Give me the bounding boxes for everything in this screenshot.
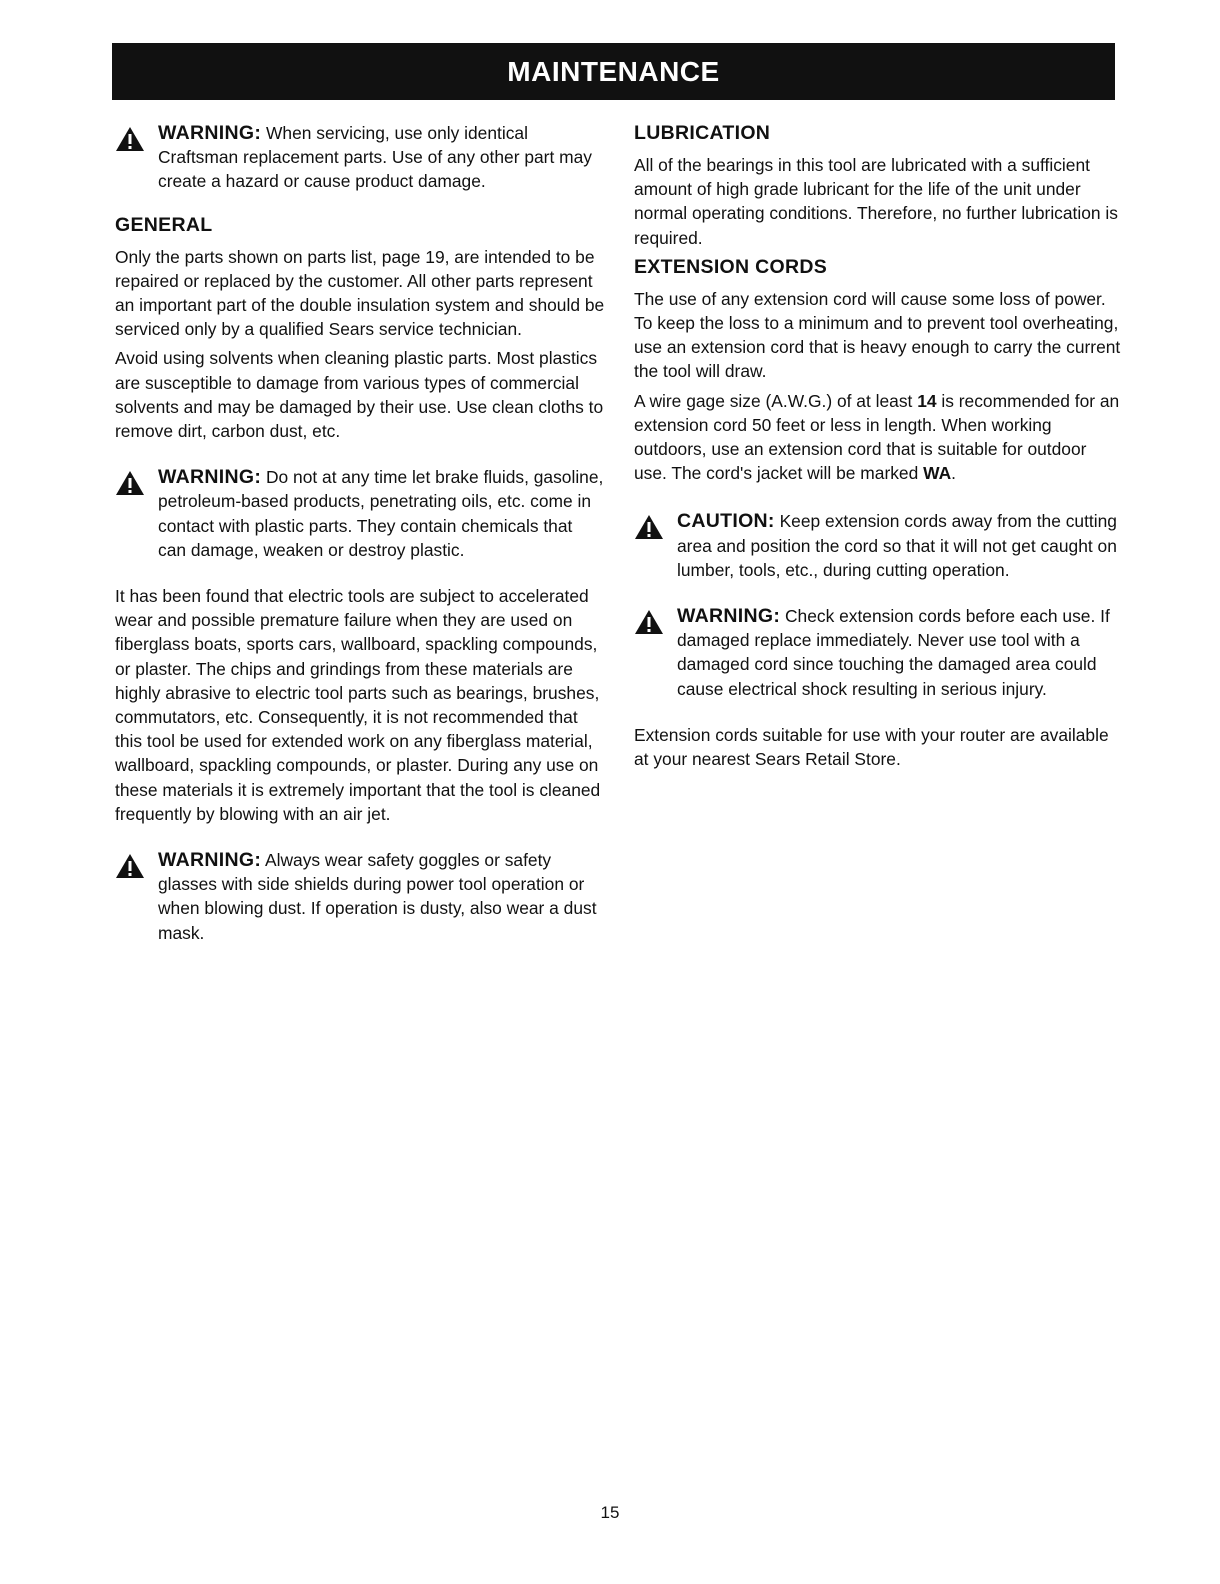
page-number: 15: [600, 1503, 620, 1522]
warning-label: WARNING:: [158, 849, 262, 872]
extension-availability-paragraph: Extension cords suitable for use with your router are available at your nearest Sears Retail Store.: [634, 724, 1109, 770]
fiberglass-paragraph: It has been found that electric tools are subject to accelerated wear and possible premature failure when they are used on fiberglass boats, sports cars, wallboard, spackling compounds, or plaster. The chips and grindings from these materials are highly abrasive to electric tool parts such as bearings, brushes, commutators, etc. Consequently, it is not recommended that this tool be used for extended work on any fiberglass material, wallboard, spackling compounds, or plaster. During any use on these materials it is extremely important that the tool is cleaned frequently by blowing with an air jet.: [115, 586, 601, 824]
caution-label: CAUTION:: [677, 510, 775, 533]
warning-text: Check extension cords before each use. If damaged replace immediately. Never use tool with a damaged cord since touching the damaged area could cause electrical shock resulting in serious injury.: [677, 606, 1110, 699]
warning-chemicals: [115, 465, 605, 562]
warning-goggles: [115, 848, 605, 945]
warning-check-cords: [634, 604, 1124, 701]
general-paragraph-1: Only the parts shown on parts list, page 19, are intended to be repaired or replaced by the customer. All other parts represent an important part of the double insulation system and should be serviced only by a qualified Sears service technician.: [115, 246, 605, 340]
warning-text: Do not at any time let brake fluids, gasoline, petroleum-based products, penetrating oils, etc. come in contact with plastic parts. They contain chemicals that can damage, weaken or destroy plastic.: [158, 467, 604, 560]
warning-replacement-parts: [115, 121, 605, 194]
wire-gage-value: 14: [917, 390, 937, 411]
general-paragraph-2: Avoid using solvents when cleaning plastic parts. Most plastics are susceptible to damage from various types of commercial solvents and may be damaged by their use. Use clean cloths to remove dirt, carbon dust, etc.: [115, 348, 604, 442]
heading-general: GENERAL: [115, 213, 213, 236]
section-title-bar: [112, 43, 1115, 100]
wire-gage-text: A wire gage size (A.W.G.) of at least: [634, 390, 918, 411]
warning-text: When servicing, use only identical Craftsman replacement parts. Use of any other part may create a hazard or cause product damage.: [158, 123, 592, 192]
extension-paragraph-2: [634, 389, 1124, 486]
heading-lubrication: LUBRICATION: [634, 122, 771, 144]
caution-text: Keep extension cords away from the cutting area and position the cord so that it will not get caught on lumber, tools, etc., during cutting operation.: [677, 511, 1117, 580]
section-title: MAINTENANCE: [507, 55, 720, 87]
warning-text: Always wear safety goggles or safety glasses with side shields during power tool operation or when blowing dust. If operation is dusty, also wear a dust mask.: [158, 850, 597, 943]
left-column: [115, 119, 605, 945]
warning-label: WARNING:: [158, 122, 262, 144]
heading-extension-cords: EXTENSION CORDS: [634, 255, 828, 278]
wire-gage-text-2: is recommended for an extension cord 50 feet or less in length. When working outdoors, use an extension cord that is suitable for outdoor use. The cord's jacket will be marked: [634, 390, 1120, 484]
warning-triangle-icon: [634, 609, 664, 635]
warning-triangle-icon: [115, 853, 145, 879]
warning-label: WARNING:: [158, 466, 262, 489]
jacket-marking: WA: [923, 463, 952, 484]
right-column: [634, 119, 1124, 771]
warning-triangle-icon: [115, 470, 145, 496]
lubrication-paragraph: All of the bearings in this tool are lubricated with a sufficient amount of high grade lubricant for the life of the unit under normal operating conditions. Therefore, no further lubrication is required.: [634, 155, 1118, 248]
warning-triangle-icon: [115, 126, 145, 152]
warning-label: WARNING:: [677, 605, 781, 628]
caution-triangle-icon: [634, 514, 664, 540]
sentence-end: .: [951, 463, 956, 484]
caution-cord-position: [634, 509, 1124, 582]
extension-paragraph-1: The use of any extension cord will cause some loss of power. To keep the loss to a minimum and to prevent tool overheating, use an extension cord that is heavy enough to carry the current the tool will draw.: [634, 288, 1121, 382]
